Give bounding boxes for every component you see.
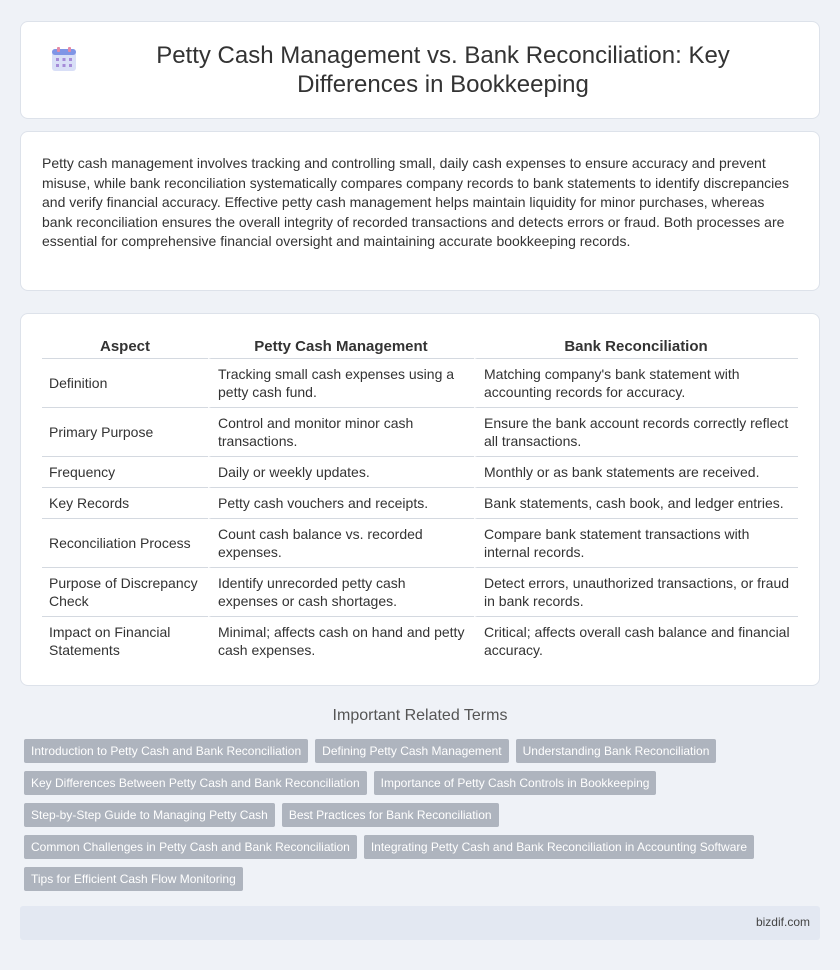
tag-row [24, 739, 824, 763]
column-header-bank-reconciliation: Bank Reconciliation [564, 338, 708, 355]
table-header-row [42, 336, 798, 358]
table-row [42, 518, 798, 567]
table-cell: Ensure the bank account records correctly reflect all transactions. [474, 407, 798, 456]
table-row [42, 616, 798, 665]
table-cell: Tracking small cash expenses using a petty cash fund. [208, 358, 474, 407]
tag-row [24, 867, 824, 891]
related-term-tag[interactable]: Key Differences Between Petty Cash and Bank Reconciliation [24, 771, 367, 795]
table-cell: Purpose of Discrepancy Check [42, 567, 208, 616]
footer [20, 906, 820, 940]
table-cell: Detect errors, unauthorized transactions, or fraud in bank records. [474, 567, 798, 616]
intro-text: Petty cash management involves tracking and controlling small, daily cash expenses to ensure accuracy and prevent misuse, while bank reconciliation systematically compares company records to bank statements to identify discrepancies and verify financial accuracy. Effective petty cash management helps maintain liquidity for minor purchases, whereas bank reconciliation ensures the overall integrity of recorded transactions and detects errors or fraud. Both processes are essential for comprehensive financial oversight and maintaining accurate bookkeeping records. [42, 155, 790, 250]
table-row [42, 456, 798, 487]
intro-card [20, 131, 820, 291]
related-term-tag[interactable]: Understanding Bank Reconciliation [516, 739, 717, 763]
table-cell: Identify unrecorded petty cash expenses or cash shortages. [208, 567, 474, 616]
table-row [42, 487, 798, 518]
tag-row [24, 803, 824, 827]
related-term-tag[interactable]: Best Practices for Bank Reconciliation [282, 803, 499, 827]
table-row [42, 358, 798, 407]
tag-row [24, 771, 824, 795]
comparison-table-card [20, 313, 820, 686]
related-term-tag[interactable]: Common Challenges in Petty Cash and Bank Reconciliation [24, 835, 357, 859]
column-header-petty-cash: Petty Cash Management [254, 338, 428, 355]
related-term-tag[interactable]: Step-by-Step Guide to Managing Petty Cash [24, 803, 275, 827]
header-card [20, 21, 820, 119]
calendar-icon [51, 46, 77, 72]
table-cell: Primary Purpose [42, 407, 208, 456]
related-term-tag[interactable]: Introduction to Petty Cash and Bank Reconciliation [24, 739, 308, 763]
comparison-table [42, 336, 798, 665]
table-cell: Reconciliation Process [42, 518, 208, 567]
related-term-tag[interactable]: Tips for Efficient Cash Flow Monitoring [24, 867, 243, 891]
table-cell: Critical; affects overall cash balance and financial accuracy. [474, 616, 798, 665]
table-cell: Count cash balance vs. recorded expenses. [208, 518, 474, 567]
table-cell: Frequency [42, 456, 208, 487]
related-terms-tags [24, 739, 824, 899]
footer-site-link[interactable]: bizdif.com [755, 915, 810, 929]
related-term-tag[interactable]: Defining Petty Cash Management [315, 739, 508, 763]
table-cell: Petty cash vouchers and receipts. [208, 487, 474, 518]
related-term-tag[interactable]: Importance of Petty Cash Controls in Bookkeeping [374, 771, 657, 795]
table-row [42, 407, 798, 456]
table-cell: Impact on Financial Statements [42, 616, 208, 665]
related-term-tag[interactable]: Integrating Petty Cash and Bank Reconciliation in Accounting Software [364, 835, 754, 859]
table-cell: Matching company's bank statement with accounting records for accuracy. [474, 358, 798, 407]
table-cell: Control and monitor minor cash transactions. [208, 407, 474, 456]
table-cell: Bank statements, cash book, and ledger entries. [474, 487, 798, 518]
tag-row [24, 835, 824, 859]
table-cell: Compare bank statement transactions with internal records. [474, 518, 798, 567]
table-cell: Minimal; affects cash on hand and petty cash expenses. [208, 616, 474, 665]
table-cell: Daily or weekly updates. [208, 456, 474, 487]
table-cell: Definition [42, 358, 208, 407]
table-cell: Key Records [42, 487, 208, 518]
table-row [42, 567, 798, 616]
table-cell: Monthly or as bank statements are received. [474, 456, 798, 487]
column-header-aspect: Aspect [99, 338, 151, 355]
page-title: Petty Cash Management vs. Bank Reconciliation: Key Differences in Bookkeeping [156, 42, 730, 98]
related-terms-heading: Important Related Terms [332, 707, 508, 724]
